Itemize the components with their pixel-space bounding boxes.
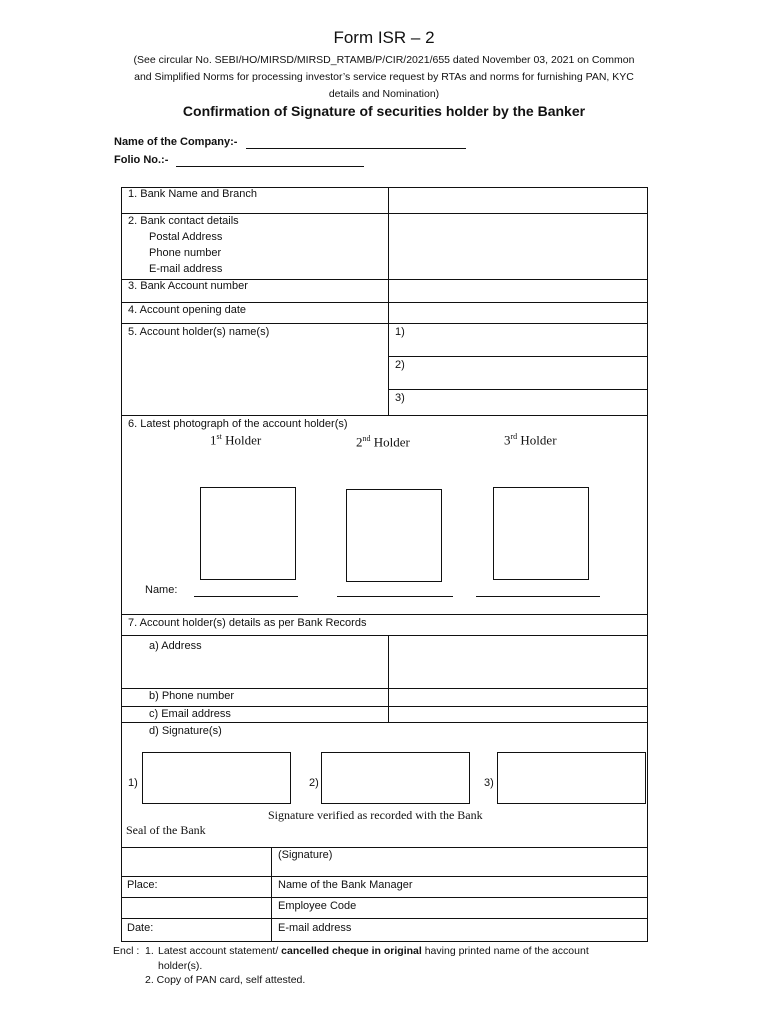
- record-signatures-label: d) Signature(s): [149, 725, 222, 737]
- record-email-field[interactable]: [390, 707, 646, 721]
- circular-line-2: and Simplified Norms for processing investor’s service request by RTAs and norms for furnishing PAN, KYC: [134, 71, 634, 83]
- enclosure-item-1-number: 1.: [145, 945, 154, 957]
- holder-3-photo-box[interactable]: [493, 487, 589, 580]
- row-photograph-label: 6. Latest photograph of the account holder(s): [128, 418, 348, 430]
- signature-1-label: 1): [128, 777, 138, 789]
- row-account-number-label: 3. Bank Account number: [128, 280, 248, 292]
- holder-2-photo-name-field[interactable]: [337, 584, 453, 597]
- record-phone-field[interactable]: [390, 689, 646, 705]
- circular-line-3: details and Nomination): [328, 88, 440, 100]
- company-label: Name of the Company:-: [114, 136, 238, 148]
- holder-1-heading: 1st Holder: [210, 432, 262, 448]
- signature-1-box[interactable]: [142, 752, 291, 804]
- holder-3-photo-name-field[interactable]: [476, 584, 600, 597]
- enclosure-item-2: 2. Copy of PAN card, self attested.: [145, 974, 306, 986]
- form-subtitle: Confirmation of Signature of securities holder by the Banker: [182, 103, 586, 119]
- holder-1-photo-name-field[interactable]: [194, 584, 298, 597]
- folio-label: Folio No.:-: [114, 154, 169, 166]
- seal-of-bank-label: Seal of the Bank: [126, 823, 206, 837]
- manager-name-label: Name of the Bank Manager: [278, 879, 413, 891]
- holder-name-3-label: 3): [395, 392, 405, 404]
- row-opening-date-label: 4. Account opening date: [128, 304, 247, 316]
- holder-name-1-label: 1): [395, 326, 405, 338]
- place-label: Place:: [127, 879, 158, 891]
- circular-reference: [110, 52, 658, 103]
- signature-verified-text: Signature verified as recorded with the Bank: [268, 808, 483, 822]
- signature-3-label: 3): [484, 777, 494, 789]
- enclosure-label: Encl :: [113, 945, 140, 957]
- circular-line-1: (See circular No. SEBI/HO/MIRSD/MIRSD_RTAMB/P/CIR/2021/655 dated November 03, 2021 on Common: [133, 54, 635, 66]
- record-address-field[interactable]: [390, 637, 646, 687]
- holder-name-1-field[interactable]: [412, 325, 646, 355]
- enclosure-item-1-continued: holder(s).: [158, 960, 203, 972]
- signature-2-label: 2): [309, 777, 319, 789]
- folio-number-field[interactable]: [176, 154, 364, 167]
- holder-name-2-label: 2): [395, 359, 405, 371]
- opening-date-field[interactable]: [390, 304, 646, 322]
- company-name-field[interactable]: [246, 136, 466, 149]
- email-address-label: E-mail address: [149, 263, 223, 275]
- record-email-label: c) Email address: [149, 708, 231, 720]
- form-title: Form ISR – 2: [333, 28, 435, 47]
- row-holder-names-label: 5. Account holder(s) name(s): [128, 326, 270, 338]
- row-bank-records-label: 7. Account holder(s) details as per Bank Records: [128, 617, 367, 629]
- bank-seal-area[interactable]: [123, 849, 270, 875]
- record-address-label: a) Address: [149, 640, 202, 652]
- photo-name-label: Name:: [145, 584, 178, 596]
- postal-address-label: Postal Address: [149, 231, 223, 243]
- holder-name-2-field[interactable]: [412, 358, 646, 388]
- row-bank-name-label: 1. Bank Name and Branch: [128, 188, 258, 200]
- employee-code-label: Employee Code: [278, 900, 357, 912]
- holder-name-3-field[interactable]: [412, 391, 646, 414]
- account-number-field[interactable]: [390, 281, 646, 301]
- bank-contact-field[interactable]: [390, 215, 646, 278]
- manager-email-label: E-mail address: [278, 922, 352, 934]
- bank-name-field[interactable]: [390, 189, 646, 212]
- holder-2-photo-box[interactable]: [346, 489, 442, 582]
- holder-1-photo-box[interactable]: [200, 487, 296, 580]
- signature-3-box[interactable]: [497, 752, 646, 804]
- phone-number-label: Phone number: [149, 247, 222, 259]
- holder-3-heading: 3rd Holder: [504, 432, 557, 448]
- manager-signature-label: (Signature): [278, 849, 333, 861]
- signature-2-box[interactable]: [321, 752, 470, 804]
- holder-2-heading: 2nd Holder: [356, 434, 410, 450]
- enclosure-item-1: Latest account statement/ cancelled cheque in original having printed name of the account: [158, 945, 589, 957]
- date-label: Date:: [127, 922, 154, 934]
- record-phone-label: b) Phone number: [149, 690, 234, 702]
- row-bank-contact-label: 2. Bank contact details: [128, 215, 239, 227]
